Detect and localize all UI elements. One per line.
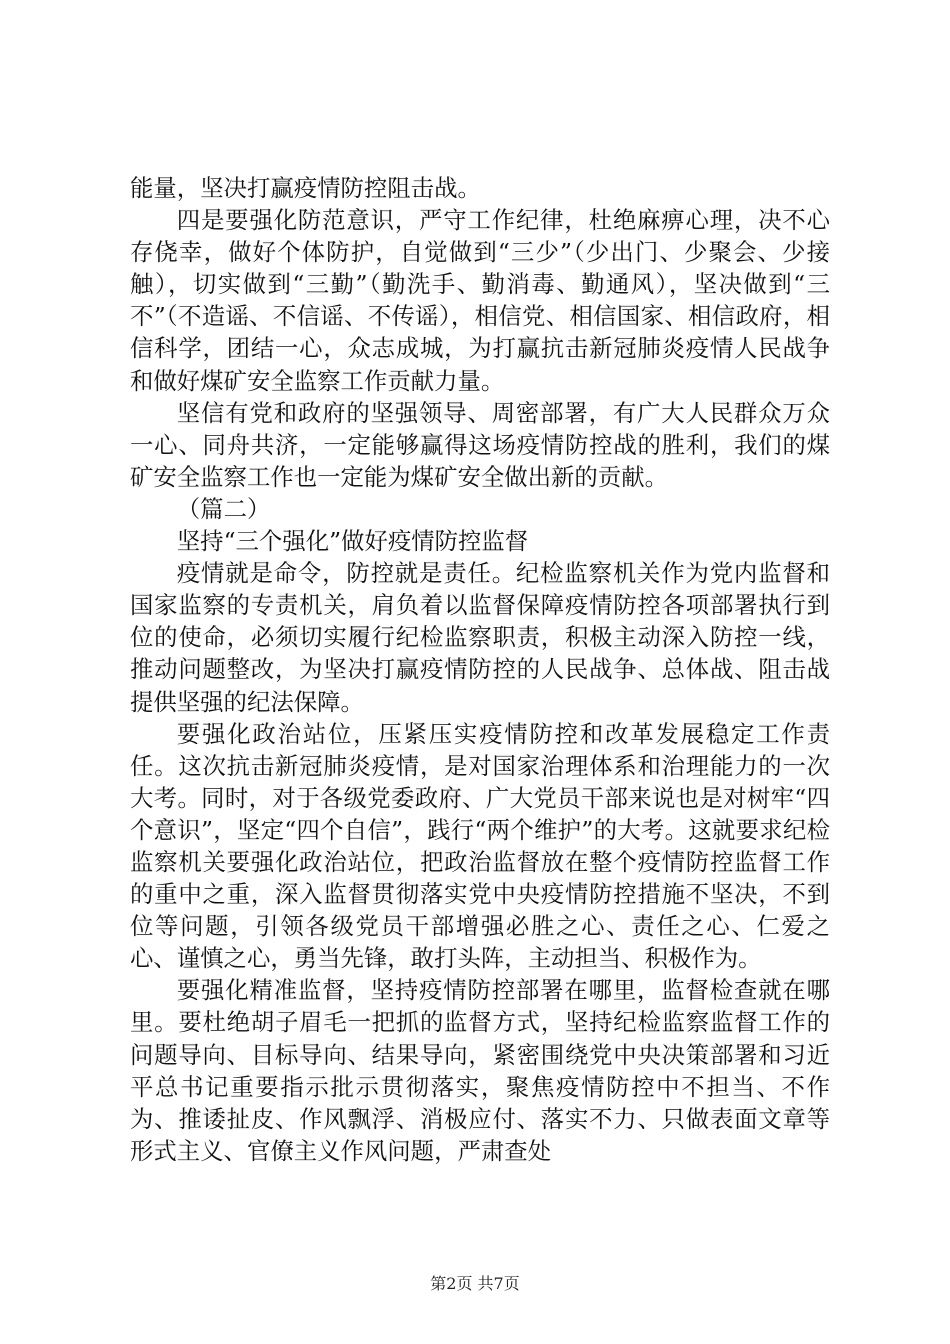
paragraph-political-stance: 要强化政治站位，压紧压实疫情防控和改革发展稳定工作责任。这次抗击新冠肺炎疫情，是对国家治理体系和治理能力的一次大考。同时，对于各级党委政府、广大党员干部来说也是对树牢“四个意识”，坚定“四个自信”，践行“两个维护”的大考。这就要求纪检监察机关要强化政治站位，把政治监督放在整个疫情防控监督工作的重中之重，深入监督贯彻落实党中央疫情防控措施不坚决，不到位等问题，引领各级党员干部增强必胜之心、责任之心、仁爱之心、谨慎之心，勇当先锋，敢打头阵，主动担当、积极作为。 [130, 719, 830, 973]
paragraph-precise-supervision: 要强化精准监督，坚持疫情防控部署在哪里，监督检查就在哪里。要杜绝胡子眉毛一把抓的监督方式，坚持纪检监察监督工作的问题导向、目标导向、结果导向，紧密围绕党中央决策部署和习近平总书记重要指示批示贯彻落实，聚焦疫情防控中不担当、不作为、推诿扯皮、作风飘浮、消极应付、落实不力、只做表面文章等形式主义、官僚主义作风问题，严肃查处 [130, 976, 830, 1165]
section-title: 坚持“三个强化”做好疫情防控监督 [176, 527, 529, 556]
paragraph-intro: 疫情就是命令，防控就是责任。纪检监察机关作为党内监督和国家监察的专责机关，肩负着以监督保障疫情防控各项部署执行到位的使命，必须切实履行纪检监察职责，积极主动深入防控一线，推动问题整改，为坚决打赢疫情防控的人民战争、总体战、阻击战提供坚强的纪法保障。 [130, 559, 830, 716]
paragraph-conclusion: 坚信有党和政府的坚强领导、周密部署，有广大人民群众万众一心、同舟共济，一定能够赢得这场疫情防控战的胜利，我们的煤矿安全监察工作也一定能为煤矿安全做出新的贡献。 [130, 398, 830, 491]
paragraph-continuation: 能量，坚决打赢疫情防控阻击战。 [130, 174, 481, 202]
paragraph-four-requirements: 四是要强化防范意识，严守工作纪律，杜绝麻痹心理，决不心存侥幸，做好个体防护，自觉做到“三少”（少出门、少聚会、少接触），切实做到“三勤”（勤洗手、勤消毒、勤通风），坚决做到“三不”（不造谣、不信谣、不传谣），相信党、相信国家、相信政府，相信科学，团结一心，众志成城，为打赢抗击新冠肺炎疫情人民战争和做好煤矿安全监察工作贡献力量。 [130, 206, 830, 395]
page-number-footer: 第2页 共7页 [430, 1274, 520, 1293]
document-body [130, 172, 830, 1167]
section-marker: （篇二） [176, 494, 271, 523]
